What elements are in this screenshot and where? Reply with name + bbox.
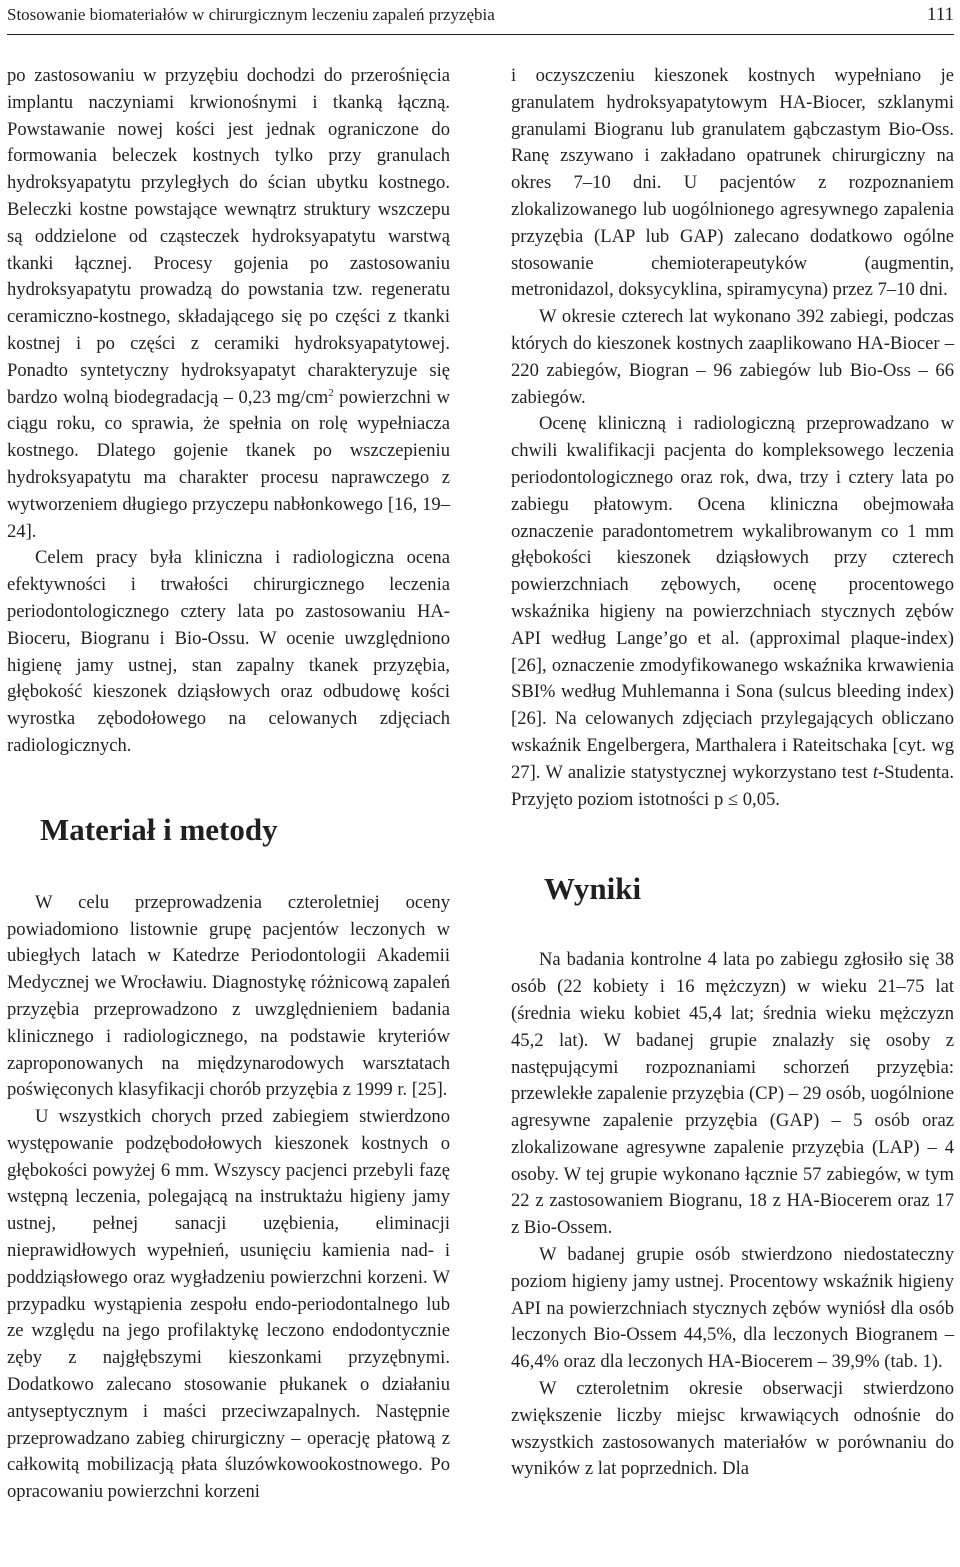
paragraph: W celu przeprowadzenia czteroletniej oceny powiadomiono listownie grupę pacjentów leczonych w ubiegłych latach w Katedrze Periodontologii Akademii Medycznej we Wrocławiu. Diagnostykę różnicową zapaleń przyzębia przeprowadzono z uwzględnieniem badania klinicznego i radiologicznego, na podstawie kryteriów zaproponowanych na międzynarodowych warsztatach poświęconych klasyfikacji chorób przyzębia z 1999 r. [25]. <box>7 891 450 1101</box>
page-number: 111 <box>926 4 954 25</box>
section-heading-results: Wyniki <box>544 871 642 907</box>
paragraph-text: Ocenę kliniczną i radiologiczną przeprowadzano w chwili kwalifikacji pacjenta do kompleksowego leczenia periodontologicznego oraz rok, dwa, trzy i cztery lata po zabiegu płatowym. Ocena kliniczna obejmowała oznaczenie paradontometrem wykalibrowanym co 1 mm głębokości kieszonek dziąsłowych przy czterech powierzchniach zębowych, ocenę procentowego wskaźnika higieny na powierzchniach stycznych zębów API według Lange’go et al. (approximal plaque-index) [26], oznaczenie zmodyfikowanego wskaźnika krwawienia SBI% według Muhlemanna i Sona (sulcus bleeding index) [26]. Na celowanych zdjęciach przylegających obliczano wskaźnik Engelbergera, Marthalera i Rateitschaka [cyt. wg 27]. W analizie statystycznej wykorzystano test <box>511 413 954 783</box>
running-title: Stosowanie biomateriałów w chirurgicznym leczeniu zapaleń przyzębia <box>7 5 495 24</box>
paragraph <box>511 411 954 813</box>
paragraph: Celem pracy była kliniczna i radiologiczna ocena efektywności i trwałości chirurgicznego leczenia periodontologicznego cztery lata po zastosowaniu HA-Bioceru, Biogranu i Bio-Ossu. W ocenie uwzględniono higienę jamy ustnej, stan zapalny tkanek przyzębia, głębokość kieszonek dziąsłowych oraz odbudowę kości wyrostka zębodołowego na celowanych zdjęciach radiologicznych. <box>7 547 450 756</box>
paragraph-text-continued: powierzchni w ciągu roku, co sprawia, że spełnia on rolę wypełniacza kostnego. Dlatego gojenie tkanek po wszczepieniu hydroksyapatytu ma charakter procesu naprawczego z wytworzeniem długiego przyczepu nabłonkowego [16, 19–24]. <box>7 386 450 542</box>
paragraph <box>7 63 450 545</box>
paragraph: W czteroletnim okresie obserwacji stwierdzono zwiększenie liczby miejsc krwawiących odnośnie do wszystkich zastosowanych materiałów w porównaniu do wyników z lat poprzednich. Dla <box>511 1378 954 1480</box>
paragraph: U wszystkich chorych przed zabiegiem stwierdzono występowanie podzębodołowych kieszonek kostnych o głębokości powyżej 6 mm. Wszyscy pacjenci przebyli fazę wstępną leczenia, polegającą na instruktażu higieny jamy ustnej, pełnej sanacji uzębienia, eliminacji nieprawidłowych wypełnień, usunięciu kamienia nad- i poddziąsłowego oraz wygładzeniu powierzchni korzeni. W przypadku wystąpienia zespołu endo-periodontalnego lub ze względu na jego profilaktykę leczono endodontycznie zęby z najgłębszymi kieszonkami przyzębnymi. Dodatkowo zalecano stosowanie płukanek o działaniu antyseptycznym i maści przeciwzapalnych. Następnie przeprowadzano zabieg chirurgiczny – operację płatową z całkowitą mobilizacją płata śluzówkowookostnowego. Po opracowaniu powierzchni korzeni <box>7 1106 450 1503</box>
running-header <box>7 0 954 35</box>
paragraph: W badanej grupie osób stwierdzono niedostateczny poziom higieny jamy ustnej. Procentowy wskaźnik higieny API na powierzchniach stycznych zębów wyniósł dla osób leczonych Bio-Ossem 44,5%, dla leczonych Biogranem – 46,4% oraz dla leczonych HA-Biocerem – 39,9% (tab. 1). <box>511 1244 954 1373</box>
paragraph-text: po zastosowaniu w przyzębiu dochodzi do przerośnięcia implantu naczyniami krwionośnymi i tkanką łączną. Powstawanie nowej kości jest jednak ograniczone do formowania beleczek kostnych tylko przy granulach hydroksyapatytu przyległych do ścian ubytku kostnego. Beleczki kostne powstające wewnątrz struktury wszczepu są oddzielone od cząsteczek hydroksyapatytu warstwą tkanki łącznej. Procesy gojenia po zastosowaniu hydroksyapatytu prowadzą do powstania tzw. regeneratu ceramiczno-kostnego, składającego się po części z tkanki kostnej i po części z ceramiki hydroksyapatytowej. Ponadto syntetyczny hydroksyapatyt charakteryzuje się bardzo wolną biodegradacją – 0,23 mg/cm <box>7 65 450 408</box>
paragraph: Na badania kontrolne 4 lata po zabiegu zgłosiło się 38 osób (22 kobiety i 16 mężczyzn) w wieku 21–75 lat (średnia wieku kobiet 45,4 lat; średnia wieku mężczyzn 45,2 lat). W badanej grupie znalazły się osoby z następującymi rozpoznaniami schorzeń przyzębia: przewlekłe zapalenie przyzębia (CP) – 29 osób, uogólnione agresywne zapalenie przyzębia (GAP) – 5 osób oraz zlokalizowane agresywne zapalenie przyzębia (LAP) – 4 osoby. W tej grupie wykonano łącznie 57 zabiegów, w tym 22 z zastosowaniem Biogranu, 18 z HA-Biocerem oraz 17 z Bio-Ossem. <box>511 949 954 1239</box>
paragraph: W okresie czterech lat wykonano 392 zabiegi, podczas których do kieszonek kostnych zaaplikowano HA-Biocer – 220 zabiegów, Biogran – 96 zabiegów lub Bio-Oss – 66 zabiegów. <box>511 306 954 408</box>
superscript: 2 <box>328 386 334 399</box>
left-column <box>7 63 450 1506</box>
italic-t: t <box>872 761 879 783</box>
section-heading-methods: Materiał i metody <box>40 811 278 847</box>
paragraph-text-continued: -Studenta. Przyjęto poziom istotności p ≤ 0,05. <box>511 761 954 810</box>
right-column <box>511 63 954 1483</box>
paragraph: i oczyszczeniu kieszonek kostnych wypełniano je granulatem hydroksyapatytowym HA-Biocer, szklanymi granulami Biogranu lub granulatem gąbczastym Bio-Oss. Ranę zszywano i zakładano opatrunek chirurgiczny na okres 7–10 dni. U pacjentów z rozpoznaniem zlokalizowanego lub uogólnionego agresywnego zapalenia przyzębia (LAP lub GAP) zalecano dodatkowo ogólne stosowanie chemioterapeutyków (augmentin, metronidazol, doksycyklina, spiramycyna) przez 7–10 dni. <box>511 65 954 301</box>
